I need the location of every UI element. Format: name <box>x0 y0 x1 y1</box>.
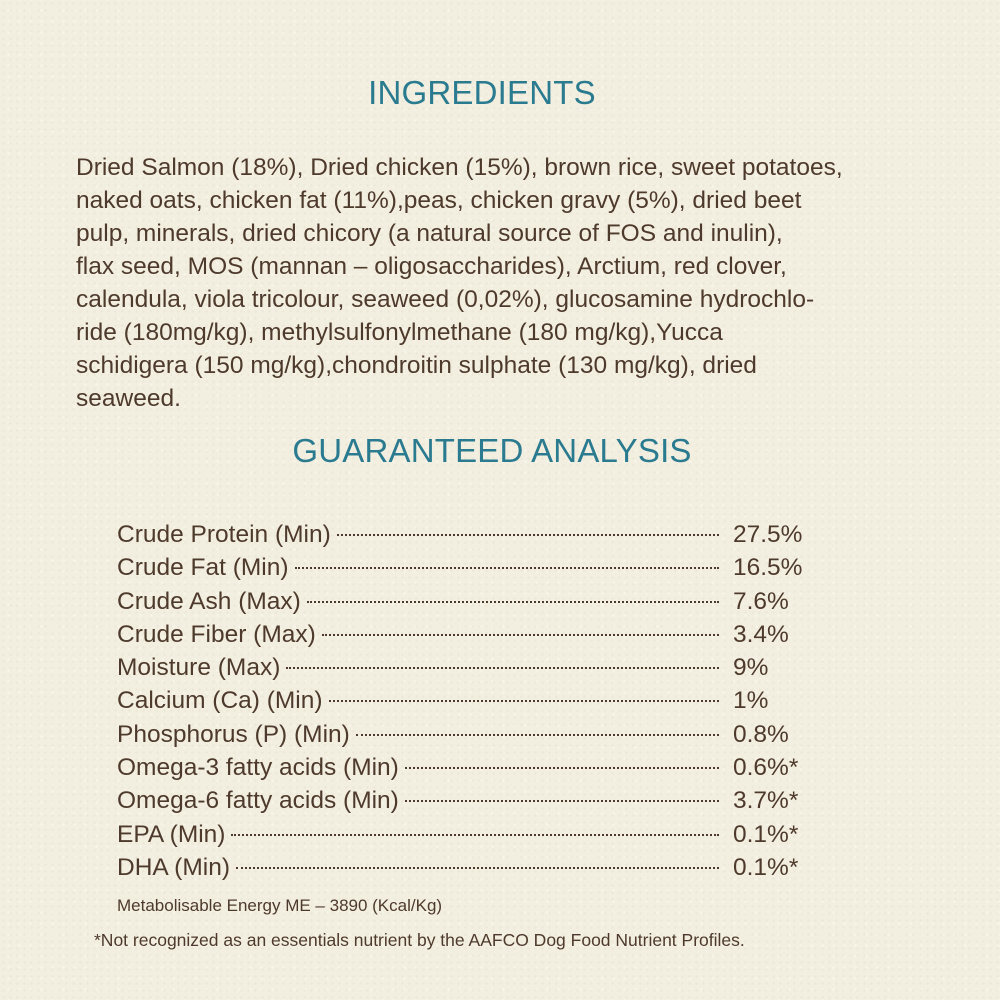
analysis-row-crude-fat <box>117 551 817 584</box>
nutrient-name: Phosphorus (P) (Min) <box>117 720 350 748</box>
dotted-leader <box>329 700 719 702</box>
nutrient-value: 9% <box>733 654 769 682</box>
analysis-row-omega-6 <box>117 784 817 817</box>
energy-note: Metabolisable Energy ME – 3890 (Kcal/Kg) <box>117 896 443 915</box>
nutrient-name: Moisture (Max) <box>117 654 281 682</box>
nutrient-value: 3.4% <box>733 620 789 648</box>
analysis-row-crude-ash <box>117 585 817 618</box>
analysis-row-omega-3 <box>117 751 817 784</box>
ingredients-text: Dried Salmon (18%), Dried chicken (15%), brown rice, sweet potatoes, naked oats, chicken fat (11%),peas, chicken gravy (5%), dried beet pulp, minerals, dried chicory (a natural source of FOS and inulin), flax seed, MOS (mannan – oligosaccharides), Arctium, red clover, calendula, viola tricolour, seaweed (0,02%), glucosamine hydrochlo- ride (180mg/kg), methylsulfonylmethane (180 mg/kg),Yucca schidigera (150 mg/kg),chondroitin sulphate (130 mg/kg), dried seaweed. <box>76 154 843 412</box>
nutrient-value: 7.6% <box>733 587 789 615</box>
dotted-leader <box>405 800 719 802</box>
nutrient-value: 0.6%* <box>733 754 799 782</box>
nutrient-value: 1% <box>733 687 769 715</box>
dotted-leader <box>356 734 719 736</box>
ingredients-title: INGREDIENTS <box>368 74 596 111</box>
nutrient-value: 0.1%* <box>733 853 799 881</box>
analysis-row-calcium <box>117 684 817 717</box>
analysis-row-dha <box>117 851 817 884</box>
analysis-row-crude-protein <box>117 518 817 551</box>
guaranteed-analysis-title: GUARANTEED ANALYSIS <box>292 432 692 469</box>
nutrient-name: Crude Protein (Min) <box>117 521 331 548</box>
analysis-row-crude-fiber <box>117 618 817 651</box>
nutrient-name: Crude Fiber (Max) <box>117 620 316 648</box>
aafco-footnote: *Not recognized as an essentials nutrient by the AAFCO Dog Food Nutrient Profiles. <box>94 930 745 950</box>
nutrient-name: Omega-6 fatty acids (Min) <box>117 787 399 815</box>
dotted-leader <box>307 601 719 603</box>
nutrient-name: Calcium (Ca) (Min) <box>117 687 323 715</box>
dotted-leader <box>337 534 719 536</box>
analysis-table <box>117 518 817 884</box>
dotted-leader <box>405 767 719 769</box>
analysis-row-epa <box>117 818 817 851</box>
dotted-leader <box>231 834 719 836</box>
nutrient-name: EPA (Min) <box>117 820 226 848</box>
nutrient-value: 16.5% <box>733 554 803 582</box>
nutrient-name: DHA (Min) <box>117 853 230 881</box>
nutrient-value: 27.5% <box>733 521 803 548</box>
nutrient-name: Crude Ash (Max) <box>117 587 301 615</box>
dotted-leader <box>286 667 719 669</box>
nutrient-value: 0.8% <box>733 720 789 748</box>
nutrient-name: Crude Fat (Min) <box>117 554 289 582</box>
nutrient-name: Omega-3 fatty acids (Min) <box>117 754 399 782</box>
dotted-leader <box>236 867 719 869</box>
analysis-row-phosphorus <box>117 718 817 751</box>
dotted-leader <box>295 567 719 569</box>
nutrient-value: 3.7%* <box>733 787 799 815</box>
dotted-leader <box>322 634 719 636</box>
nutrient-value: 0.1%* <box>733 820 799 848</box>
analysis-row-moisture <box>117 651 817 684</box>
